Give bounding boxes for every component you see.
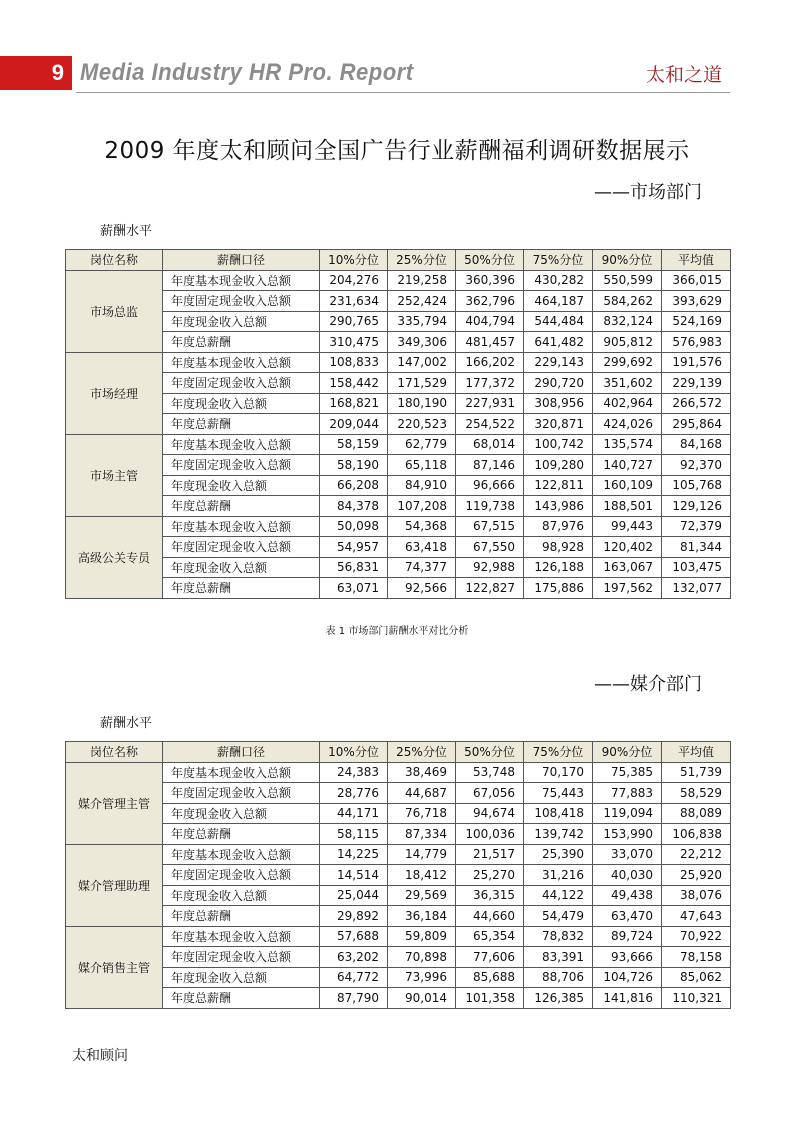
- value-cell: 87,790: [320, 988, 388, 1009]
- role-name-cell: 高级公关专员: [66, 516, 163, 598]
- table-row: [66, 885, 731, 906]
- column-header: 25%分位: [388, 250, 456, 271]
- value-cell: 51,739: [662, 762, 731, 783]
- value-cell: 109,280: [524, 455, 593, 476]
- value-cell: 49,438: [593, 885, 662, 906]
- table-row: [66, 270, 731, 291]
- value-cell: 33,070: [593, 844, 662, 865]
- value-cell: 63,202: [320, 947, 388, 968]
- value-cell: 67,550: [456, 537, 524, 558]
- column-header: 平均值: [662, 742, 731, 763]
- value-cell: 393,629: [662, 291, 731, 312]
- value-cell: 84,168: [662, 434, 731, 455]
- value-cell: 290,765: [320, 311, 388, 332]
- value-cell: 36,315: [456, 885, 524, 906]
- value-cell: 351,602: [593, 373, 662, 394]
- metric-cell: 年度现金收入总额: [163, 311, 320, 332]
- value-cell: 76,718: [388, 803, 456, 824]
- column-header: 90%分位: [593, 742, 662, 763]
- page-number: 9: [51, 60, 64, 85]
- value-cell: 349,306: [388, 332, 456, 353]
- column-header: 10%分位: [320, 742, 388, 763]
- value-cell: 36,184: [388, 906, 456, 927]
- metric-cell: 年度基本现金收入总额: [163, 762, 320, 783]
- column-header: 50%分位: [456, 250, 524, 271]
- value-cell: 87,334: [388, 824, 456, 845]
- value-cell: 89,724: [593, 926, 662, 947]
- value-cell: 44,171: [320, 803, 388, 824]
- value-cell: 103,475: [662, 557, 731, 578]
- value-cell: 220,523: [388, 414, 456, 435]
- value-cell: 93,666: [593, 947, 662, 968]
- value-cell: 132,077: [662, 578, 731, 599]
- value-cell: 67,515: [456, 516, 524, 537]
- value-cell: 905,812: [593, 332, 662, 353]
- metric-cell: 年度基本现金收入总额: [163, 926, 320, 947]
- value-cell: 153,990: [593, 824, 662, 845]
- value-cell: 122,811: [524, 475, 593, 496]
- value-cell: 58,190: [320, 455, 388, 476]
- value-cell: 229,143: [524, 352, 593, 373]
- metric-cell: 年度固定现金收入总额: [163, 865, 320, 886]
- value-cell: 25,044: [320, 885, 388, 906]
- salary-table-media: [65, 741, 731, 1009]
- value-cell: 65,118: [388, 455, 456, 476]
- value-cell: 63,418: [388, 537, 456, 558]
- value-cell: 158,442: [320, 373, 388, 394]
- value-cell: 147,002: [388, 352, 456, 373]
- table-row: [66, 803, 731, 824]
- value-cell: 28,776: [320, 783, 388, 804]
- column-header: 平均值: [662, 250, 731, 271]
- value-cell: 402,964: [593, 393, 662, 414]
- value-cell: 360,396: [456, 270, 524, 291]
- value-cell: 70,898: [388, 947, 456, 968]
- value-cell: 90,014: [388, 988, 456, 1009]
- value-cell: 92,988: [456, 557, 524, 578]
- value-cell: 92,370: [662, 455, 731, 476]
- value-cell: 180,190: [388, 393, 456, 414]
- value-cell: 73,996: [388, 967, 456, 988]
- value-cell: 129,126: [662, 496, 731, 517]
- value-cell: 481,457: [456, 332, 524, 353]
- table-row: [66, 291, 731, 312]
- value-cell: 320,871: [524, 414, 593, 435]
- value-cell: 104,726: [593, 967, 662, 988]
- value-cell: 88,706: [524, 967, 593, 988]
- value-cell: 550,599: [593, 270, 662, 291]
- value-cell: 141,816: [593, 988, 662, 1009]
- value-cell: 38,469: [388, 762, 456, 783]
- metric-cell: 年度总薪酬: [163, 988, 320, 1009]
- value-cell: 266,572: [662, 393, 731, 414]
- column-header: 薪酬口径: [163, 742, 320, 763]
- value-cell: 14,514: [320, 865, 388, 886]
- value-cell: 47,643: [662, 906, 731, 927]
- value-cell: 18,412: [388, 865, 456, 886]
- value-cell: 362,796: [456, 291, 524, 312]
- value-cell: 83,391: [524, 947, 593, 968]
- value-cell: 62,779: [388, 434, 456, 455]
- value-cell: 94,674: [456, 803, 524, 824]
- metric-cell: 年度固定现金收入总额: [163, 783, 320, 804]
- role-name-cell: 市场经理: [66, 352, 163, 434]
- value-cell: 524,169: [662, 311, 731, 332]
- value-cell: 119,738: [456, 496, 524, 517]
- value-cell: 58,159: [320, 434, 388, 455]
- value-cell: 98,928: [524, 537, 593, 558]
- table-row: [66, 926, 731, 947]
- value-cell: 29,569: [388, 885, 456, 906]
- column-header: 25%分位: [388, 742, 456, 763]
- table-row: [66, 516, 731, 537]
- metric-cell: 年度现金收入总额: [163, 803, 320, 824]
- metric-cell: 年度基本现金收入总额: [163, 844, 320, 865]
- value-cell: 430,282: [524, 270, 593, 291]
- value-cell: 175,886: [524, 578, 593, 599]
- column-header: 50%分位: [456, 742, 524, 763]
- value-cell: 78,832: [524, 926, 593, 947]
- value-cell: 108,418: [524, 803, 593, 824]
- value-cell: 44,660: [456, 906, 524, 927]
- value-cell: 107,208: [388, 496, 456, 517]
- table-row: [66, 762, 731, 783]
- value-cell: 139,742: [524, 824, 593, 845]
- value-cell: 188,501: [593, 496, 662, 517]
- metric-cell: 年度基本现金收入总额: [163, 270, 320, 291]
- column-header: 岗位名称: [66, 742, 163, 763]
- value-cell: 14,779: [388, 844, 456, 865]
- value-cell: 404,794: [456, 311, 524, 332]
- value-cell: 209,044: [320, 414, 388, 435]
- table-row: [66, 373, 731, 394]
- value-cell: 50,098: [320, 516, 388, 537]
- table-row: [66, 414, 731, 435]
- value-cell: 366,015: [662, 270, 731, 291]
- value-cell: 105,768: [662, 475, 731, 496]
- value-cell: 584,262: [593, 291, 662, 312]
- value-cell: 22,212: [662, 844, 731, 865]
- table-row: [66, 844, 731, 865]
- section-subtitle-media: ——媒介部门: [594, 674, 702, 695]
- value-cell: 53,748: [456, 762, 524, 783]
- value-cell: 106,838: [662, 824, 731, 845]
- value-cell: 299,692: [593, 352, 662, 373]
- value-cell: 252,424: [388, 291, 456, 312]
- value-cell: 72,379: [662, 516, 731, 537]
- header-divider: [72, 56, 76, 90]
- value-cell: 229,139: [662, 373, 731, 394]
- table-row: [66, 352, 731, 373]
- table-row: [66, 967, 731, 988]
- value-cell: 191,576: [662, 352, 731, 373]
- value-cell: 75,443: [524, 783, 593, 804]
- metric-cell: 年度现金收入总额: [163, 967, 320, 988]
- value-cell: 832,124: [593, 311, 662, 332]
- table-header-row: [66, 250, 731, 271]
- value-cell: 57,688: [320, 926, 388, 947]
- role-name-cell: 市场主管: [66, 434, 163, 516]
- metric-cell: 年度现金收入总额: [163, 475, 320, 496]
- table-row: [66, 824, 731, 845]
- value-cell: 96,666: [456, 475, 524, 496]
- value-cell: 58,115: [320, 824, 388, 845]
- value-cell: 254,522: [456, 414, 524, 435]
- table-row: [66, 537, 731, 558]
- metric-cell: 年度总薪酬: [163, 906, 320, 927]
- metric-cell: 年度固定现金收入总额: [163, 373, 320, 394]
- value-cell: 78,158: [662, 947, 731, 968]
- footer-company: 太和顾问: [72, 1048, 128, 1064]
- value-cell: 100,742: [524, 434, 593, 455]
- table-row: [66, 332, 731, 353]
- value-cell: 77,606: [456, 947, 524, 968]
- value-cell: 77,883: [593, 783, 662, 804]
- value-cell: 64,772: [320, 967, 388, 988]
- value-cell: 54,368: [388, 516, 456, 537]
- table-row: [66, 455, 731, 476]
- value-cell: 70,170: [524, 762, 593, 783]
- page-title: 2009 年度太和顾问全国广告行业薪酬福利调研数据展示: [104, 138, 690, 164]
- value-cell: 171,529: [388, 373, 456, 394]
- table-row: [66, 988, 731, 1009]
- section-label-marketing: 薪酬水平: [100, 224, 153, 239]
- table-row: [66, 434, 731, 455]
- metric-cell: 年度固定现金收入总额: [163, 291, 320, 312]
- report-title: Media Industry HR Pro. Report: [80, 59, 414, 86]
- value-cell: 135,574: [593, 434, 662, 455]
- value-cell: 219,258: [388, 270, 456, 291]
- value-cell: 63,071: [320, 578, 388, 599]
- value-cell: 99,443: [593, 516, 662, 537]
- value-cell: 85,688: [456, 967, 524, 988]
- value-cell: 81,344: [662, 537, 731, 558]
- value-cell: 65,354: [456, 926, 524, 947]
- role-name-cell: 媒介销售主管: [66, 926, 163, 1008]
- value-cell: 44,122: [524, 885, 593, 906]
- value-cell: 31,216: [524, 865, 593, 886]
- metric-cell: 年度基本现金收入总额: [163, 516, 320, 537]
- table-row: [66, 578, 731, 599]
- value-cell: 66,208: [320, 475, 388, 496]
- table-row: [66, 496, 731, 517]
- column-header: 岗位名称: [66, 250, 163, 271]
- brand-name: 太和之道: [645, 64, 722, 86]
- column-header: 75%分位: [524, 742, 593, 763]
- metric-cell: 年度现金收入总额: [163, 885, 320, 906]
- table-row: [66, 311, 731, 332]
- metric-cell: 年度现金收入总额: [163, 557, 320, 578]
- value-cell: 204,276: [320, 270, 388, 291]
- value-cell: 295,864: [662, 414, 731, 435]
- value-cell: 24,383: [320, 762, 388, 783]
- metric-cell: 年度现金收入总额: [163, 393, 320, 414]
- value-cell: 56,831: [320, 557, 388, 578]
- value-cell: 44,687: [388, 783, 456, 804]
- value-cell: 119,094: [593, 803, 662, 824]
- column-header: 10%分位: [320, 250, 388, 271]
- value-cell: 310,475: [320, 332, 388, 353]
- value-cell: 54,957: [320, 537, 388, 558]
- value-cell: 120,402: [593, 537, 662, 558]
- metric-cell: 年度总薪酬: [163, 578, 320, 599]
- value-cell: 100,036: [456, 824, 524, 845]
- value-cell: 63,470: [593, 906, 662, 927]
- table-row: [66, 947, 731, 968]
- value-cell: 84,910: [388, 475, 456, 496]
- value-cell: 58,529: [662, 783, 731, 804]
- value-cell: 40,030: [593, 865, 662, 886]
- value-cell: 122,827: [456, 578, 524, 599]
- metric-cell: 年度总薪酬: [163, 496, 320, 517]
- table-row: [66, 475, 731, 496]
- table-caption: 表 1 市场部门薪酬水平对比分析: [325, 626, 469, 637]
- section-label-media: 薪酬水平: [100, 716, 153, 731]
- value-cell: 110,321: [662, 988, 731, 1009]
- salary-table-marketing: [65, 249, 731, 599]
- metric-cell: 年度基本现金收入总额: [163, 352, 320, 373]
- value-cell: 88,089: [662, 803, 731, 824]
- column-header: 薪酬口径: [163, 250, 320, 271]
- table-row: [66, 557, 731, 578]
- value-cell: 54,479: [524, 906, 593, 927]
- value-cell: 143,986: [524, 496, 593, 517]
- table-row: [66, 865, 731, 886]
- metric-cell: 年度固定现金收入总额: [163, 947, 320, 968]
- value-cell: 84,378: [320, 496, 388, 517]
- value-cell: 59,809: [388, 926, 456, 947]
- value-cell: 166,202: [456, 352, 524, 373]
- role-name-cell: 市场总监: [66, 270, 163, 352]
- value-cell: 290,720: [524, 373, 593, 394]
- value-cell: 68,014: [456, 434, 524, 455]
- value-cell: 177,372: [456, 373, 524, 394]
- report-header: [0, 56, 730, 90]
- value-cell: 92,566: [388, 578, 456, 599]
- role-name-cell: 媒介管理助理: [66, 844, 163, 926]
- value-cell: 197,562: [593, 578, 662, 599]
- value-cell: 126,188: [524, 557, 593, 578]
- value-cell: 29,892: [320, 906, 388, 927]
- value-cell: 168,821: [320, 393, 388, 414]
- value-cell: 25,270: [456, 865, 524, 886]
- value-cell: 14,225: [320, 844, 388, 865]
- section-subtitle-marketing: ——市场部门: [594, 182, 702, 203]
- metric-cell: 年度固定现金收入总额: [163, 455, 320, 476]
- table-header-row: [66, 742, 731, 763]
- value-cell: 641,482: [524, 332, 593, 353]
- value-cell: 25,390: [524, 844, 593, 865]
- column-header: 90%分位: [593, 250, 662, 271]
- value-cell: 87,146: [456, 455, 524, 476]
- value-cell: 160,109: [593, 475, 662, 496]
- value-cell: 424,026: [593, 414, 662, 435]
- value-cell: 227,931: [456, 393, 524, 414]
- metric-cell: 年度总薪酬: [163, 414, 320, 435]
- value-cell: 126,385: [524, 988, 593, 1009]
- header-rule: [76, 92, 730, 93]
- value-cell: 308,956: [524, 393, 593, 414]
- value-cell: 544,484: [524, 311, 593, 332]
- metric-cell: 年度总薪酬: [163, 824, 320, 845]
- value-cell: 140,727: [593, 455, 662, 476]
- value-cell: 75,385: [593, 762, 662, 783]
- value-cell: 231,634: [320, 291, 388, 312]
- value-cell: 101,358: [456, 988, 524, 1009]
- value-cell: 464,187: [524, 291, 593, 312]
- table-row: [66, 393, 731, 414]
- value-cell: 38,076: [662, 885, 731, 906]
- metric-cell: 年度总薪酬: [163, 332, 320, 353]
- value-cell: 335,794: [388, 311, 456, 332]
- value-cell: 74,377: [388, 557, 456, 578]
- value-cell: 108,833: [320, 352, 388, 373]
- metric-cell: 年度基本现金收入总额: [163, 434, 320, 455]
- column-header: 75%分位: [524, 250, 593, 271]
- metric-cell: 年度固定现金收入总额: [163, 537, 320, 558]
- table-row: [66, 783, 731, 804]
- value-cell: 87,976: [524, 516, 593, 537]
- role-name-cell: 媒介管理主管: [66, 762, 163, 844]
- value-cell: 163,067: [593, 557, 662, 578]
- value-cell: 21,517: [456, 844, 524, 865]
- value-cell: 576,983: [662, 332, 731, 353]
- value-cell: 67,056: [456, 783, 524, 804]
- value-cell: 85,062: [662, 967, 731, 988]
- value-cell: 25,920: [662, 865, 731, 886]
- value-cell: 70,922: [662, 926, 731, 947]
- table-row: [66, 906, 731, 927]
